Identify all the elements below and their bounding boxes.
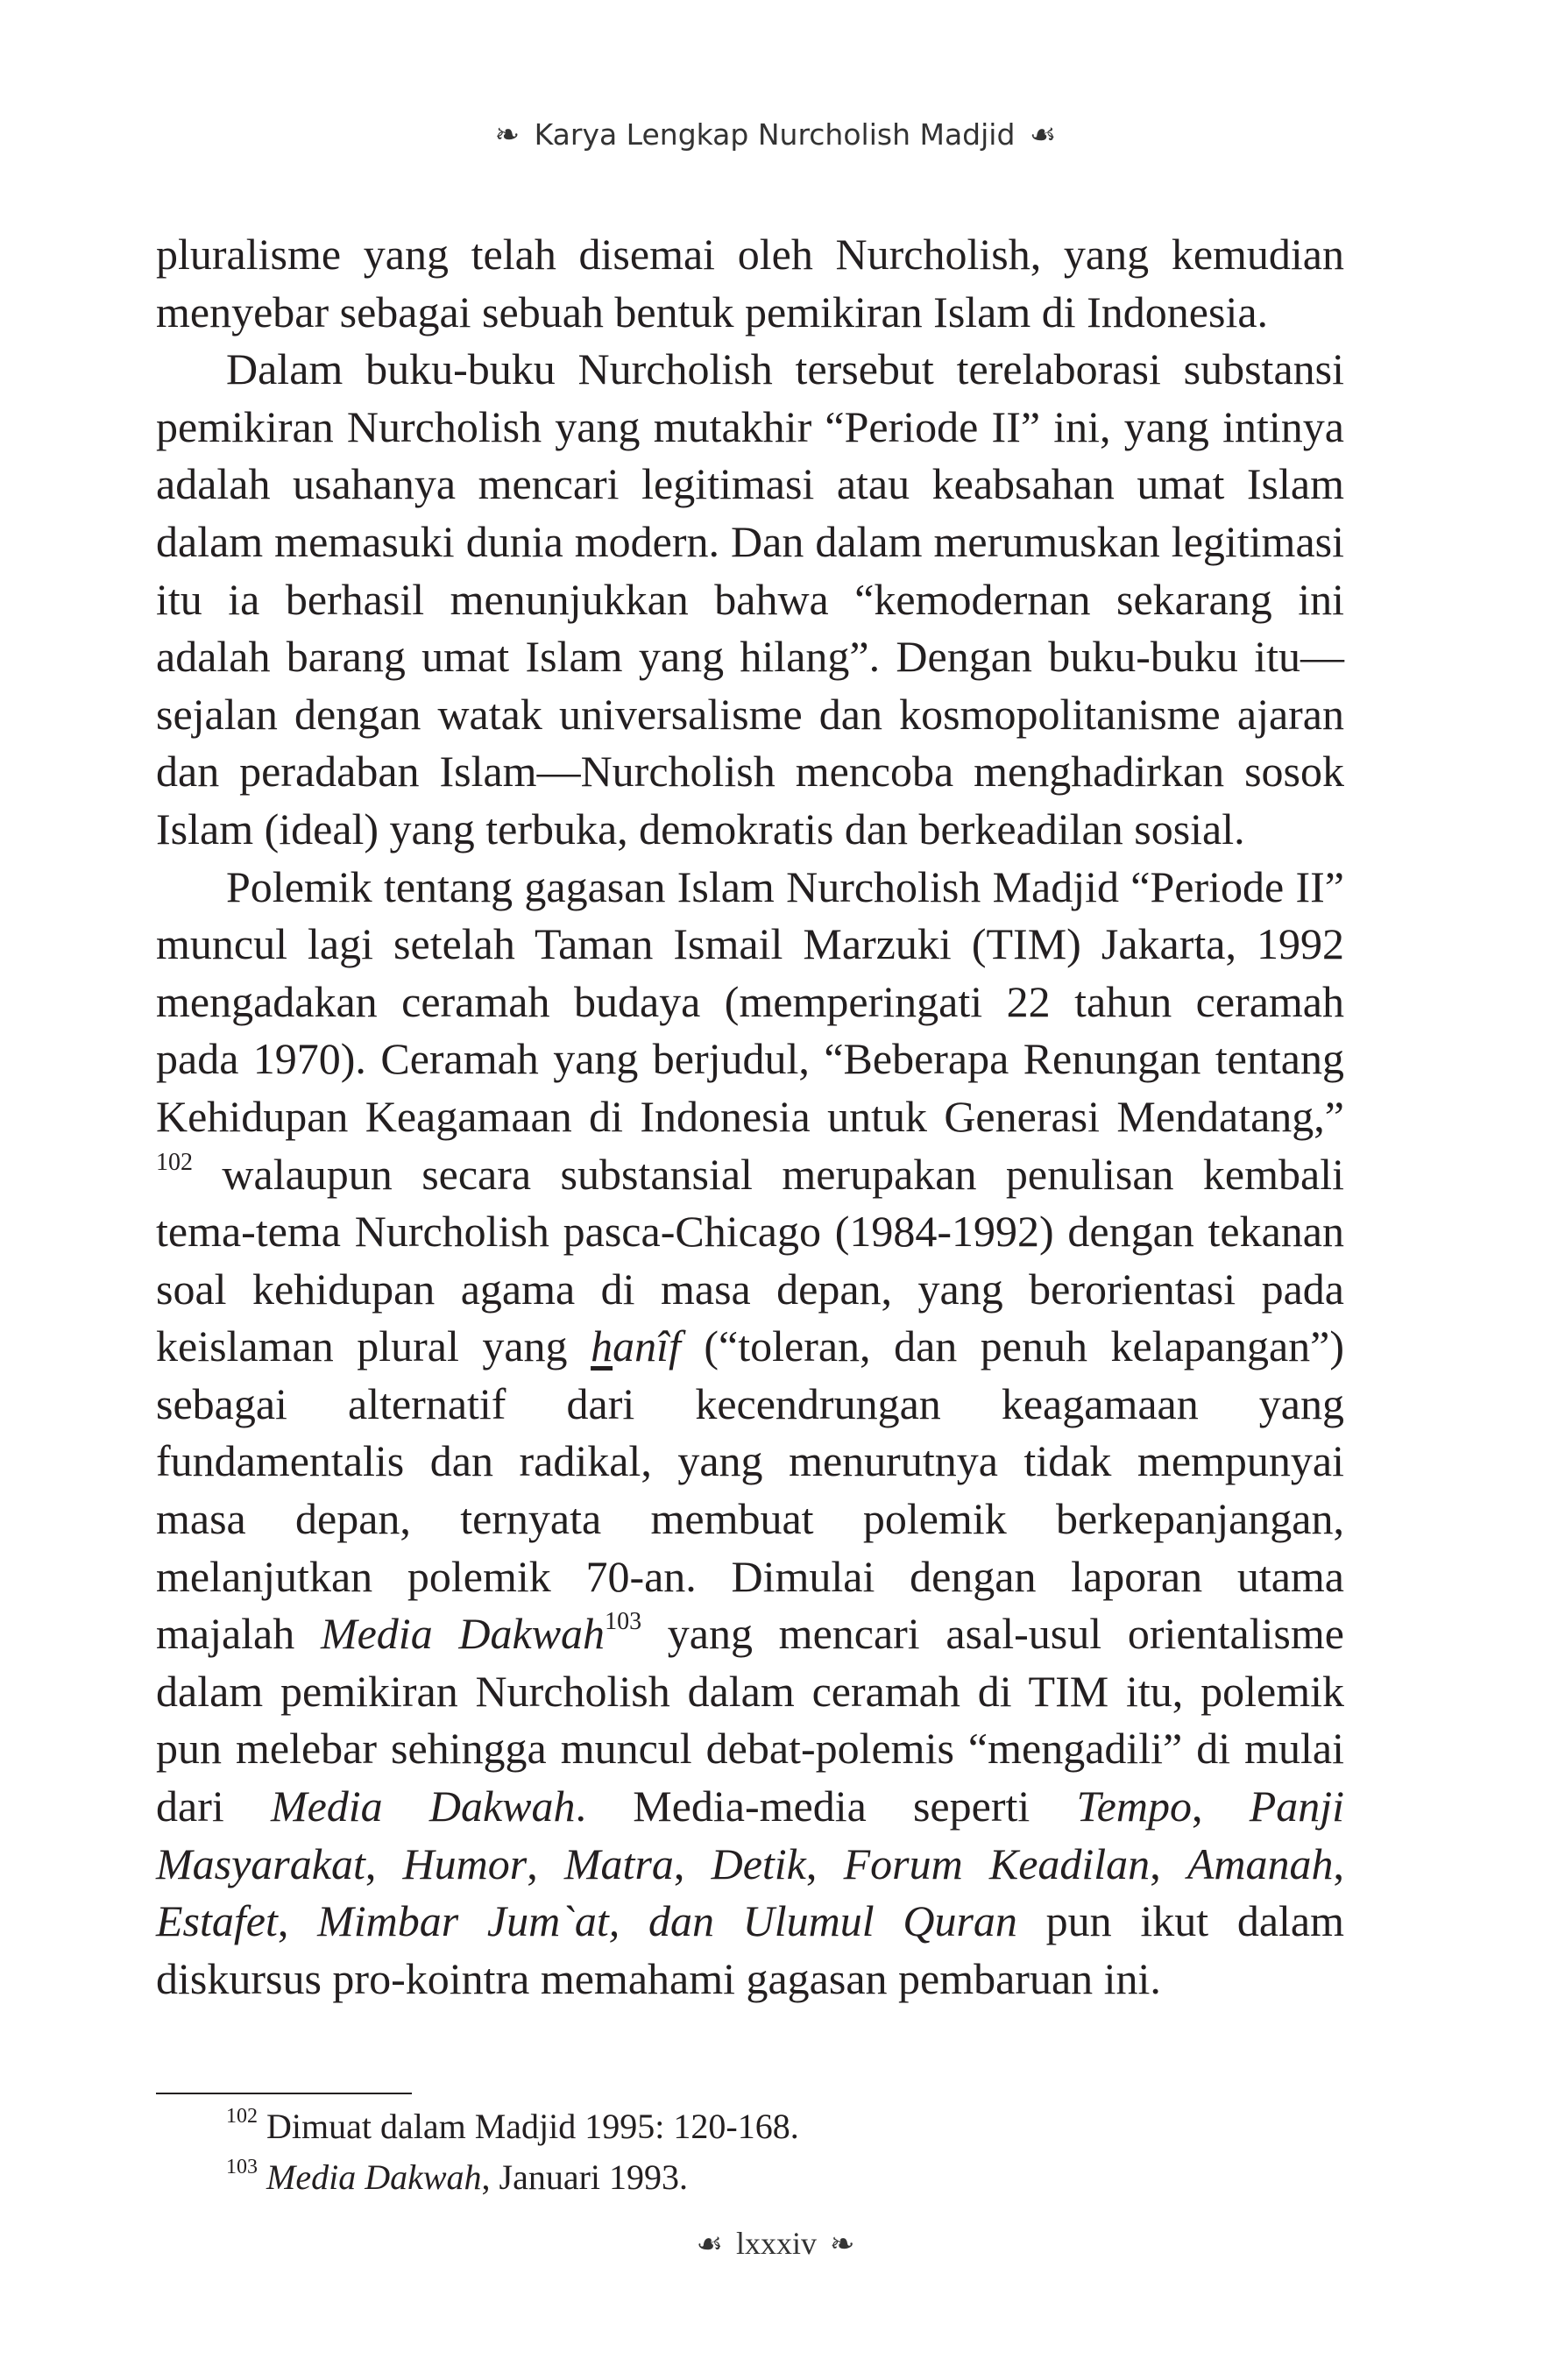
footnote-ref-103[interactable]: 103 [605, 1608, 642, 1636]
footnote-number: 102 [226, 2105, 258, 2128]
page-number: lxxxiv [735, 2226, 817, 2261]
book-title: Karya Lengkap Nurcholish Madjid [534, 117, 1016, 152]
paragraph-2: Dalam buku-buku Nurcholish tersebut terelaborasi substansi pemikiran Nurcholish yang mutakhir “Periode II” ini, yang intinya adalah usahanya mencari legitimasi atau keabsahan umat Islam dalam memasuki dunia modern. Dan dalam merumuskan legitimasi itu ia berhasil menunjukkan bahwa “kemodernan sekarang ini adalah barang umat Islam yang hilang”. Dengan buku-buku itu—sejalan dengan watak universalisme dan kosmopolitanisme ajaran dan peradaban Islam—Nurcholish mencoba menghadirkan sosok Islam (ideal) yang terbuka, demokratis dan berkeadilan sosial. [156, 344, 1344, 854]
fleuron-right-icon: ☙ [1029, 117, 1057, 152]
matra-title: Matra [563, 1838, 674, 1888]
paragraph-1: pluralisme yang telah disemai oleh Nurcholish, yang kemudian menyebar sebagai sebuah bentuk pemikiran Islam di Indonesia. [156, 230, 1344, 336]
media-dakwah-title: Media Dakwah [320, 1609, 606, 1659]
footnote-102 [156, 2101, 1344, 2152]
amanah-title: Amanah [1186, 1838, 1334, 1888]
paragraph-3-text-a: Polemik tentang gagasan Islam Nurcholish Madjid “Periode II” muncul lagi setelah Taman Ismail Marzuki (TIM) Jakarta, 1992 mengadakan ceramah budaya (memperingati 22 tahun ceramah pada 1970). Ceramah yang berjudul, “Beberapa Renungan tentang Kehidupan Keagamaan di Indonesia untuk Generasi Mendatang,” [156, 861, 1344, 1141]
footnote-103 [156, 2152, 1344, 2203]
detik-title: Detik [711, 1838, 806, 1888]
mimbar-ulumul-title: Mimbar Jum`at, dan Ulumul Quran [317, 1896, 1017, 1946]
footnote-italic-title: Media Dakwah [266, 2157, 482, 2197]
paragraph-3-text-d: yang mencari asal-usul orientalisme dalam pemikiran Nurcholish dalam ceramah di TIM itu, polemik pun melebar sehingga muncul debat-polemis “mengadili” di mulai dari [156, 1609, 1344, 1831]
fleuron-left-icon: ☙ [696, 2227, 723, 2262]
humor-title: Humor [402, 1838, 528, 1888]
footnote-divider [156, 2093, 412, 2094]
footnotes [156, 2101, 1344, 2203]
fleuron-right-icon: ❧ [830, 2227, 855, 2262]
footnote-text: , Januari 1993. [481, 2157, 689, 2197]
forum-keadilan-title: Forum Keadilan [843, 1838, 1151, 1888]
page-footer [0, 2221, 1551, 2266]
footnote-ref-102[interactable]: 102 [156, 1148, 193, 1176]
running-header [0, 112, 1551, 158]
main-text [156, 226, 1344, 2008]
panji-masyarakat-title: Panji Masyarakat [156, 1781, 1345, 1888]
paragraph-3-text-c: (“toleran, dan penuh kelapangan”) sebagai alternatif dari kecendrungan keagamaan yang fundamentalis dan radikal, yang menurutnya tidak mempunyai masa depan, ternyata membuat polemik berkepanjangan, melanjutkan polemik 70-an. Dimulai dengan laporan utama majalah [156, 1321, 1344, 1659]
fleuron-left-icon: ❧ [494, 117, 521, 152]
paragraph-3: Polemik tentang gagasan Islam Nurcholish Madjid “Periode II” muncul lagi setelah Taman Ismail Marzuki (TIM) Jakarta, 1992 mengadakan ceramah budaya (memperingati 22 tahun ceramah pada 1970). Ceramah yang berjudul, “Beberapa Renungan tentang Kehidupan Keagamaan di Indonesia untuk Generasi Mendatang,” $^{102}$ walaupun secara substansial merupakan penulisan kembali tema-tema Nurcholish pasca-Chicago (1984-1992) dengan tekanan soal kehidupan agama di masa depan, yang berorientasi pada keislaman plural yang hanîf (“toleran, dan penuh kelapangan”) sebagai alternatif dari kecendrungan keagamaan yang fundamentalis dan radikal, yang menurutnya tidak mempunyai masa depan, ternyata membuat polemik berkepanjangan, melanjutkan polemik 70-an. Dimulai dengan laporan utama majalah Media Dakwah$^{103}$ yang mencari asal-usul orientalisme dalam pemikiran Nurcholish dalam ceramah di TIM itu, polemik pun melebar sehingga muncul debat-polemis “mengadili” di mulai dari Media Dakwah. Media-media seperti Tempo, Panji Masyarakat, Humor, Matra, Detik, Forum Keadilan, Amanah, Estafet, Mimbar Jum`at, dan Ulumul Quran pun ikut dalam diskursus pro-kointra memahami gagasan pembaruan ini. [156, 861, 1345, 2003]
tempo-title: Tempo [1076, 1781, 1192, 1831]
paragraph-3-text-f: pun ikut dalam diskursus pro-kointra memahami gagasan pembaruan ini. [156, 1896, 1345, 2003]
footnote-text: Dimuat dalam Madjid 1995: 120-168. [258, 2107, 799, 2146]
estafet-title: Estafet [156, 1896, 278, 1946]
paragraph-3-text-e: . Media-media seperti [575, 1781, 1077, 1831]
paragraph-3-text-b: walaupun secara substansial merupakan penulisan kembali tema-tema Nurcholish pasca-Chicago (1984-1992) dengan tekanan soal kehidupan agama di masa depan, yang berorientasi pada keislaman plural yang [156, 1149, 1344, 1371]
media-dakwah-title-2: Media Dakwah [270, 1781, 576, 1831]
footnote-number: 103 [226, 2156, 258, 2178]
hanif-term: hanîf [591, 1321, 681, 1371]
